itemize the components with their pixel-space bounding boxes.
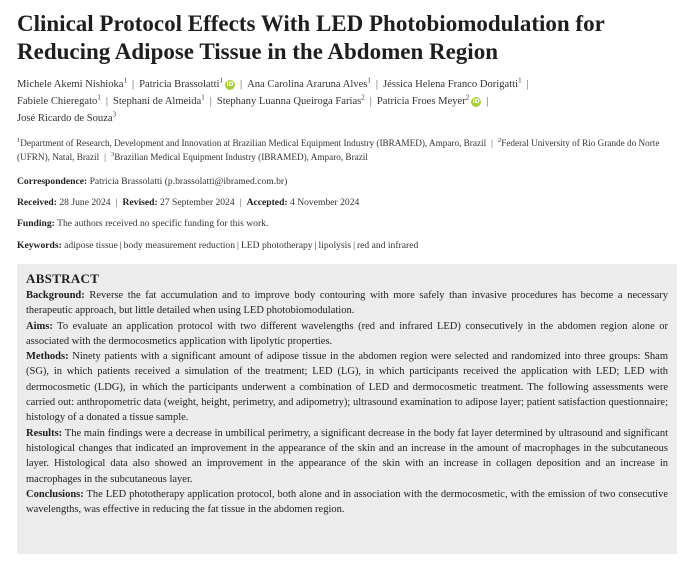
author[interactable] bbox=[112, 93, 205, 107]
correspondence-label: Correspondence: bbox=[17, 176, 88, 187]
keywords-label: Keywords: bbox=[17, 240, 62, 251]
author[interactable] bbox=[216, 93, 365, 107]
keyword[interactable]: red and infrared bbox=[356, 240, 419, 251]
date-separator: | bbox=[115, 197, 118, 208]
affiliation-separator: | bbox=[104, 152, 107, 162]
section-label: Aims: bbox=[26, 320, 53, 332]
affiliation-marker: 3 bbox=[112, 110, 117, 119]
author[interactable] bbox=[383, 76, 522, 90]
author-name: Michele Akemi Nishioka bbox=[17, 79, 124, 90]
orcid-icon[interactable]: iD bbox=[472, 98, 480, 105]
author-name: Stephani de Almeida bbox=[112, 96, 202, 107]
correspondence bbox=[17, 175, 682, 188]
author-name: Ana Carolina Araruna Alves bbox=[247, 79, 368, 90]
author-separator: | bbox=[369, 96, 372, 107]
accepted-date: 4 November 2024 bbox=[290, 197, 360, 208]
abstract-background bbox=[26, 288, 668, 319]
section-text: Ninety patients with a significant amount of adipose tissue in the abdomen region were selected and randomized into three groups: Sham (SG), in which patients received a simulation of the treatment; LED (LG), in which participants received the application with LED; LED with dermocosmetic (LDG), in which the participants underwent a combination of LED and dermocosmetic treatment. The following assessments were carried out: anthropometric data (weight, height, perimetry, and adipometry); ultrasound examination to adipose layer; patient satisfaction questionnaire; histology of a donated a tissue sample. bbox=[26, 351, 668, 424]
abstract-methods bbox=[26, 349, 668, 425]
affiliation-number: 2 bbox=[497, 136, 502, 144]
abstract-conclusions bbox=[26, 487, 668, 518]
date-separator: | bbox=[239, 197, 242, 208]
article-dates bbox=[17, 196, 682, 209]
author-name: Stephany Luanna Queiroga Farias bbox=[216, 96, 362, 107]
received-label: Received: bbox=[17, 197, 57, 208]
orcid-icon[interactable]: iD bbox=[226, 81, 234, 88]
keyword-separator: | bbox=[237, 240, 239, 251]
section-text: Reverse the fat accumulation and to improve body contouring with more safely than invasive procedures has become a necessary therapeutic approach, but little detailed when using LED photobiomodulation. bbox=[26, 290, 669, 317]
section-text: To evaluate an application protocol with two different wavelengths (red and infrared LED) consecutively in the abdomen region alone or associated with the dermocosmetics application with lipolytic properties. bbox=[26, 320, 668, 347]
funding-text: The authors received no specific funding for this work. bbox=[57, 218, 269, 229]
author[interactable] bbox=[139, 76, 235, 90]
funding-statement bbox=[17, 217, 682, 230]
author[interactable] bbox=[17, 76, 128, 90]
affiliation-marker: 1 bbox=[219, 76, 223, 85]
author-separator: | bbox=[105, 96, 108, 107]
author-separator: | bbox=[486, 96, 489, 107]
author-name: Fabiele Chieregato bbox=[17, 96, 98, 107]
affiliation-text: Department of Research, Development and Innovation at Brazilian Medical Equipment Industry (IBRAMED), Amparo, Brazil bbox=[20, 138, 487, 148]
section-label: Methods: bbox=[26, 351, 69, 363]
keyword[interactable]: adipose tissue bbox=[64, 240, 118, 251]
affiliation-separator: | bbox=[491, 138, 493, 148]
abstract-box bbox=[17, 264, 677, 554]
affiliation-text: Brazilian Medical Equipment Industry (IBRAMED), Amparo, Brazil bbox=[114, 152, 368, 162]
affiliation-text: Federal University of Rio Grande do Norte (UFRN), Natal, Brazil bbox=[17, 138, 660, 162]
funding-label: Funding: bbox=[17, 218, 55, 229]
revised-label: Revised: bbox=[122, 197, 158, 208]
affiliation-marker: 1 bbox=[367, 76, 371, 85]
keywords bbox=[17, 239, 682, 252]
section-label: Conclusions: bbox=[26, 488, 84, 500]
author[interactable] bbox=[247, 76, 371, 90]
section-label: Results: bbox=[26, 427, 63, 439]
affiliation-number: 3 bbox=[111, 150, 115, 158]
abstract-results bbox=[26, 426, 668, 487]
affiliation-marker: 2 bbox=[465, 93, 470, 102]
accepted-label: Accepted: bbox=[246, 197, 288, 208]
article-title: Clinical Protocol Effects With LED Photobiomodulation for Reducing Adipose Tissue in the Abdomen Region bbox=[17, 11, 605, 64]
author[interactable] bbox=[17, 110, 117, 124]
section-label: Background: bbox=[26, 290, 85, 301]
keyword[interactable]: lipolysis bbox=[318, 240, 352, 251]
affiliation-number: 1 bbox=[17, 136, 21, 144]
author[interactable] bbox=[17, 93, 101, 107]
affiliation-marker: 2 bbox=[361, 93, 365, 102]
author-separator: | bbox=[526, 79, 529, 90]
keyword-separator: | bbox=[353, 240, 355, 251]
author-separator: | bbox=[375, 79, 379, 90]
keyword[interactable]: body measurement reduction bbox=[123, 240, 236, 251]
author-list bbox=[17, 76, 682, 127]
section-text: The main findings were a decrease in umbilical perimetry, a significant decrease in the body fat layer determined by ultrasound and significant histological changes that indicated an improvement in the appearance of the skin and an increase in the amount of macrophages in the subcutaneous layer. Histological data also showed an improvement in the appearance of the skin with an increase in collagen deposition and an increase in macrophages in the subcutaneous layer. bbox=[26, 427, 668, 485]
author-name: Patricia Froes Meyer bbox=[376, 96, 466, 107]
received-date: 28 June 2024 bbox=[59, 197, 111, 208]
keyword-separator: | bbox=[119, 240, 122, 251]
author[interactable] bbox=[376, 93, 481, 107]
revised-date: 27 September 2024 bbox=[160, 197, 235, 208]
author-name: Patricia Brassolatti bbox=[139, 79, 220, 90]
correspondence-text[interactable]: Patricia Brassolatti (p.brassolatti@ibramed.com.br) bbox=[89, 176, 288, 187]
affiliation-marker: 1 bbox=[97, 93, 101, 102]
keyword-separator: | bbox=[314, 240, 317, 251]
affiliation-marker: 1 bbox=[123, 76, 128, 85]
author-separator: | bbox=[209, 96, 212, 107]
affiliation-marker: 1 bbox=[201, 93, 205, 102]
affiliation-marker: 1 bbox=[518, 76, 522, 85]
abstract-aims bbox=[26, 319, 668, 350]
author-separator: | bbox=[239, 79, 243, 90]
abstract-heading: ABSTRACT bbox=[26, 271, 100, 286]
section-text: The LED phototherapy application protocol, both alone and in association with the dermocosmetic, with the emission of two consecutive wavelengths, was effective in reducing the fat tissue in the abdomen region. bbox=[26, 488, 668, 516]
author-name: José Ricardo de Souza bbox=[17, 113, 113, 124]
author-separator: | bbox=[132, 79, 135, 90]
keyword[interactable]: LED phototherapy bbox=[240, 240, 313, 251]
author-name: Jéssica Helena Franco Dorigatti bbox=[383, 79, 519, 90]
affiliations bbox=[17, 136, 682, 164]
